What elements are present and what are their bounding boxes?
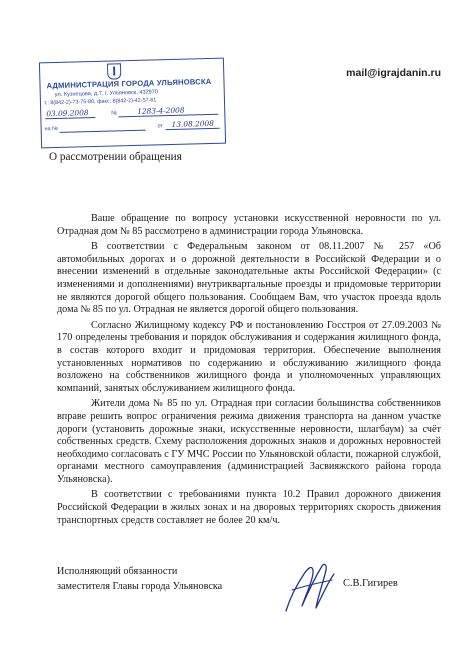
registration-stamp <box>39 58 226 149</box>
stamp-reply-line <box>60 130 146 133</box>
coat-of-arms-icon <box>107 63 121 79</box>
stamp-address: ул. Кузнецова, д.7, г. Ульяновск, 432970 <box>54 89 159 99</box>
paragraph-4: Жители дома № 85 по ул. Отрадная при согласии большинства собственников вправе решить вопрос ограничения режима движения транспорта на данном участке дороги (установить дорожные знаки, искусственные неровности, шлагбаум) за счёт собственных средств. Схему расположения дорожных знаков и дорожных неровностей необходимо согласовать с ГУ МЧС России по Ульяновской области, пожарной службой, органами местного самоуправления (администрацией Засвияжского района города Ульяновска). <box>57 398 441 485</box>
stamp-from-label: от <box>157 123 164 130</box>
stamp-phones: т.: 8(842-2)-73-75-80, факс: 8(842-2)-42-57-61 <box>43 97 157 107</box>
stamp-from-date-handwritten: 13.08.2008 <box>171 118 215 129</box>
paragraph-1: Ваше обращение по вопросу установки искусственной неровности по ул. Отрадная дом № 85 рассмотрено в администрации города Ульяновска. <box>57 213 441 237</box>
letter-subject: О рассмотрении обращения <box>49 151 182 163</box>
paragraph-3: Согласно Жилищному кодексу РФ и постановлению Госстроя от 27.09.2003 № 170 определены требования и порядок обслуживания и содержания жилищного фонда, в состав которого входит и придомовая территория. Обеспечение выполнения установленных нормативов по содержанию и обслуживанию жилищного фонда возложено на собственников жилищного фонда и уполномоченных управляющих компаний, занятых обслуживанием жилищного фонда. <box>57 319 441 394</box>
stamp-reply-label: на № <box>44 125 58 133</box>
stamp-date-handwritten: 03.09.2008 <box>46 108 89 119</box>
email-address: mail@igrajdanin.ru <box>346 67 441 79</box>
handwritten-signature <box>282 556 338 618</box>
stamp-organization: АДМИНИСТРАЦИЯ ГОРОДА УЛЬЯНОВСКА <box>46 76 212 91</box>
stamp-number-handwritten: 1283-4-2008 <box>137 105 185 116</box>
paragraph-2: В соответствии с Федеральным законом от 08.11.2007 № 257 «Об автомобильных дорогах и о дорожной деятельности в Российской Федерации и о внесении изменений в отдельные законодательные акты Российской Федерации» (с изменениями и дополнениями) внутриквартальные проезды и придомовые территории не являются дорогой общего пользования. Сообщаем Вам, что участок проезда вдоль дома № 85 по ул. Отрадная не является дорогой общего пользования. <box>57 241 441 316</box>
letter-body <box>57 213 441 530</box>
signatory-title-line-2: заместителя Главы города Ульяновска <box>57 581 223 592</box>
paragraph-5: В соответствии с требованиями пункта 10.2 Правил дорожного движения Российской Федерации в жилых зонах и на дворовых территориях скорость движения транспортных средств составляет не более 20 км/ч. <box>57 489 441 526</box>
signatory-title-line-1: Исполняющий обязанности <box>57 566 178 577</box>
stamp-number-label: № <box>111 110 118 117</box>
signatory-name: С.В.Гигирев <box>343 578 398 589</box>
